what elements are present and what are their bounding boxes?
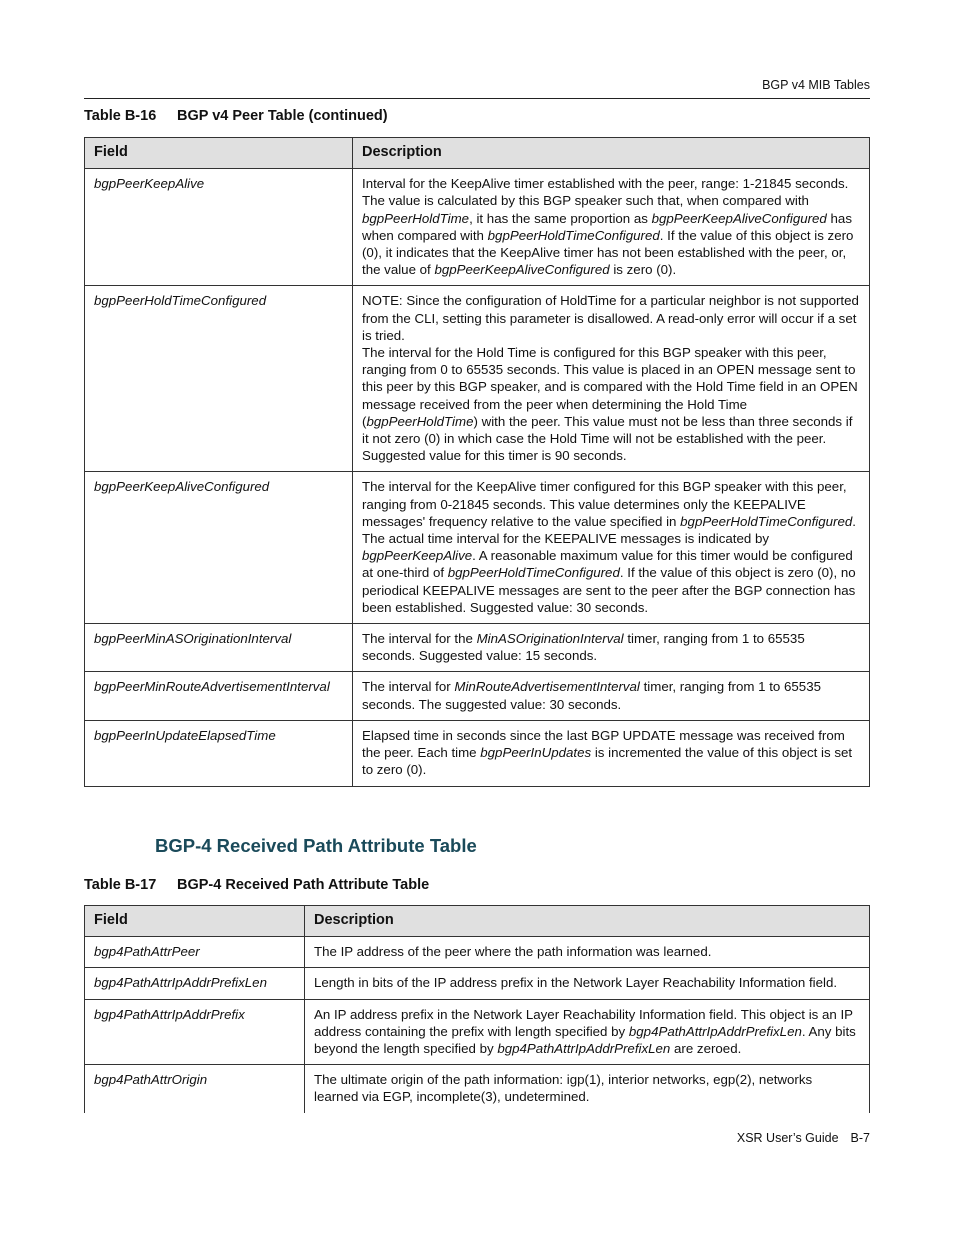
table-row — [85, 472, 870, 624]
table-row — [85, 937, 870, 968]
description-italic-term: bgpPeerHoldTimeConfigured — [447, 565, 620, 581]
description-cell — [353, 672, 870, 720]
description-italic-term: bgp4PathAttrIpAddrPrefixLen — [497, 1041, 671, 1057]
description-text: ) with the peer. This value must not be less than three seconds if it not zero (0) in which case the Hold Time will not be established with the peer. Suggested value for this timer is 90 seconds. — [362, 413, 853, 464]
description-text: . Any bits beyond the length specified by — [314, 1023, 856, 1057]
description-text: The ultimate origin of the path information: igp(1), interior networks, egp(2), networks learned via EGP, incomplete(3), undetermined. — [314, 1072, 813, 1105]
description-text: Length in bits of the IP address prefix in the Network Layer Reachability Information field. — [314, 975, 838, 991]
bgp-peer-table — [84, 137, 870, 787]
description-cell — [353, 720, 870, 786]
table-row — [85, 1065, 870, 1113]
running-header — [84, 78, 870, 99]
page-footer — [737, 1131, 870, 1145]
description-italic-term: bgpPeerKeepAlive — [362, 548, 473, 564]
description-text: . A reasonable maximum value for this timer would be configured at one-third of — [362, 548, 853, 581]
description-text: The interval for the — [362, 631, 477, 647]
description-text: Interval for the KeepAlive timer established with the peer, range: 1-21845 seconds. The value is calculated by this BGP speaker such that, when compared with — [362, 176, 849, 209]
column-header-field: Field — [85, 906, 305, 937]
description-italic-term: bgpPeerHoldTime — [366, 413, 474, 429]
description-cell — [305, 999, 870, 1065]
description-cell — [305, 968, 870, 999]
field-cell: bgpPeerKeepAliveConfigured — [85, 472, 353, 624]
description-text: . If the value of this object is zero (0), no periodical KEEPALIVE messages are sent to the peer after the BGP connection has been established. Suggested value: 30 seconds. — [362, 565, 856, 615]
field-cell: bgp4PathAttrIpAddrPrefix — [85, 999, 305, 1065]
field-cell: bgp4PathAttrIpAddrPrefixLen — [85, 968, 305, 999]
description-text: The interval for the Hold Time is configured for this BGP speaker with this peer, ranging from 0 to 65535 seconds. This value is placed in an OPEN message sent to this peer by this BGP speaker, and is compared with the Hold Time field in an OPEN message received from the peer when determining the Hold Time ( — [362, 345, 858, 429]
table-b17-caption — [84, 877, 429, 893]
description-text: is incremented the value of this object is set to zero (0). — [362, 745, 853, 778]
description-italic-term: bgpPeerHoldTime — [362, 210, 470, 226]
column-header-field: Field — [85, 138, 353, 169]
description-cell — [353, 472, 870, 624]
description-text: , it has the same proportion as — [469, 210, 652, 226]
table-header-row — [85, 138, 870, 169]
table-row — [85, 720, 870, 786]
description-text: is zero (0). — [609, 262, 677, 278]
description-italic-term: bgpPeerHoldTimeConfigured — [680, 513, 853, 529]
description-text: timer, ranging from 1 to 65535 seconds. The suggested value: 30 seconds. — [362, 679, 821, 712]
field-cell: bgpPeerKeepAlive — [85, 169, 353, 286]
table-b17-title: BGP-4 Received Path Attribute Table — [177, 877, 430, 893]
description-text: has when compared with — [362, 210, 852, 243]
description-cell — [305, 937, 870, 968]
description-text: The interval for — [362, 679, 455, 695]
table-row — [85, 672, 870, 720]
description-italic-term: bgp4PathAttrIpAddrPrefixLen — [628, 1023, 802, 1039]
table-row — [85, 999, 870, 1065]
field-cell: bgpPeerMinASOriginationInterval — [85, 624, 353, 672]
description-text: are zeroed. — [670, 1041, 742, 1057]
bgp4-path-attribute-table — [84, 905, 870, 1113]
description-italic-term: bgpPeerKeepAliveConfigured — [651, 210, 827, 226]
table-header-row — [85, 906, 870, 937]
table-b17-label: Table B-17 — [84, 877, 157, 893]
page-number: B-7 — [850, 1131, 870, 1145]
description-text: timer, ranging from 1 to 65535 seconds. Suggested value: 15 seconds. — [362, 631, 805, 664]
guide-title: XSR User’s Guide — [736, 1131, 839, 1145]
description-text: The interval for the KeepAlive timer configured for this BGP speaker with this peer, ranging from 0-21845 seconds. This value determines only the KEEPALIVE messages' frequency relative to the value specified in — [362, 479, 847, 529]
table-b16-title: BGP v4 Peer Table (continued) — [177, 108, 388, 124]
running-title: BGP v4 MIB Tables — [762, 78, 870, 92]
table-row — [85, 968, 870, 999]
description-text: An IP address prefix in the Network Layer Reachability Information field. This object is an IP address containing the prefix with length specified by — [314, 1006, 853, 1039]
column-header-description: Description — [353, 138, 870, 169]
description-italic-term: bgpPeerKeepAliveConfigured — [434, 262, 610, 278]
section-heading: BGP-4 Received Path Attribute Table — [155, 835, 477, 856]
table-row — [85, 624, 870, 672]
field-cell: bgp4PathAttrPeer — [85, 937, 305, 968]
description-text: NOTE: Since the configuration of HoldTime for a particular neighbor is not supported from the CLI, setting this parameter is disallowed. A read-only error will occur if a set is tried. — [362, 293, 859, 343]
description-cell — [353, 286, 870, 472]
table-b16-caption — [84, 108, 388, 124]
description-italic-term: MinRouteAdvertisementInterval — [454, 679, 640, 695]
column-header-description: Description — [305, 906, 870, 937]
description-italic-term: bgpPeerInUpdates — [480, 745, 592, 761]
field-cell: bgpPeerMinRouteAdvertisementInterval — [85, 672, 353, 720]
description-text: . If the value of this object is zero (0), it indicates that the KeepAlive timer has not been established with the peer, or, the value of — [362, 227, 854, 278]
description-cell — [353, 624, 870, 672]
field-cell: bgpPeerInUpdateElapsedTime — [85, 720, 353, 786]
field-cell: bgpPeerHoldTimeConfigured — [85, 286, 353, 472]
description-cell — [353, 169, 870, 286]
description-italic-term: bgpPeerHoldTimeConfigured — [487, 227, 660, 243]
table-row — [85, 169, 870, 286]
description-text: The IP address of the peer where the path information was learned. — [314, 944, 712, 960]
field-cell: bgp4PathAttrOrigin — [85, 1065, 305, 1113]
description-cell — [305, 1065, 870, 1113]
description-text: Elapsed time in seconds since the last BGP UPDATE message was received from the peer. Each time — [362, 727, 845, 761]
description-text: . The actual time interval for the KEEPALIVE messages is indicated by — [362, 513, 856, 547]
table-b16-label: Table B-16 — [84, 108, 157, 124]
table-row — [85, 286, 870, 472]
description-italic-term: MinASOriginationInterval — [476, 631, 624, 647]
